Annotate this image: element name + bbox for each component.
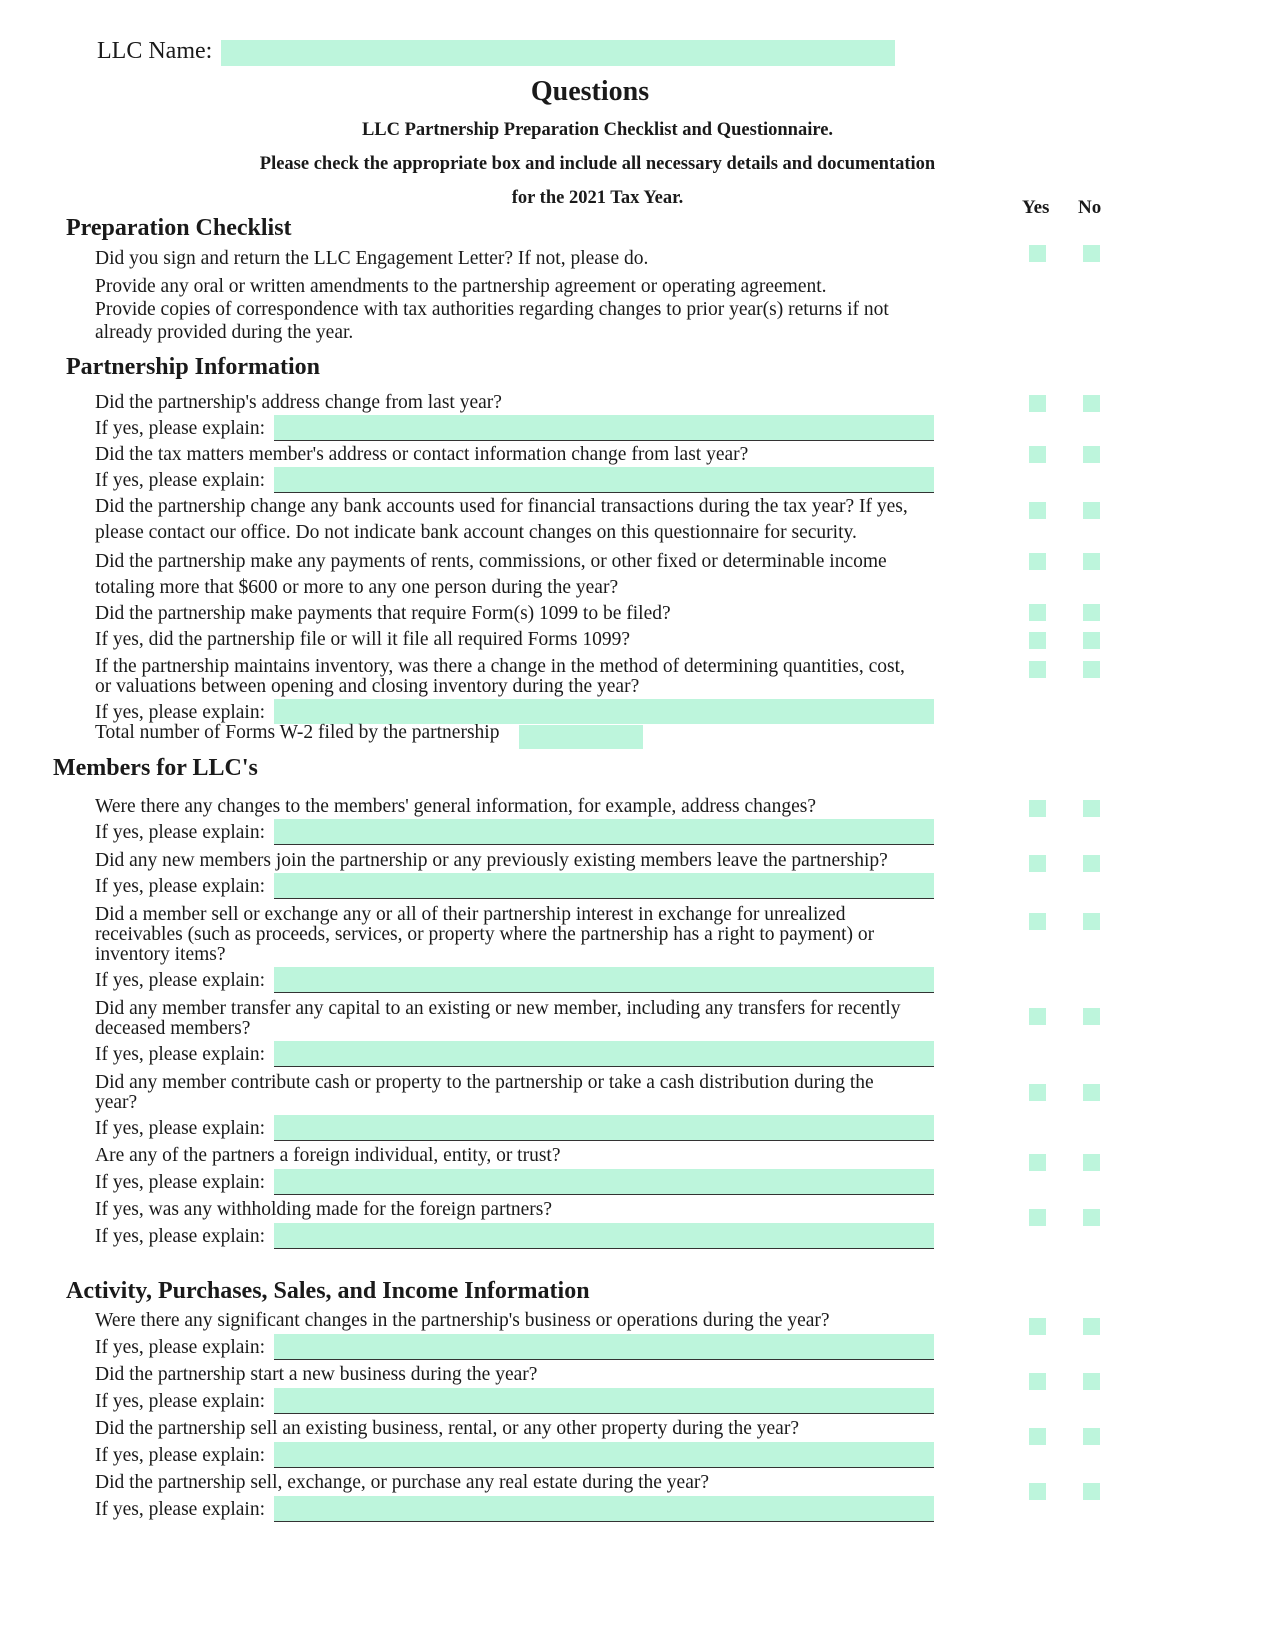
explain-label: If yes, please explain: — [95, 970, 266, 991]
partnership-question-5: Did the partnership make payments that require Form(s) 1099 to be filed? — [95, 603, 671, 624]
partnership-q1-yes-checkbox[interactable] — [1029, 395, 1046, 412]
activity-q3-explain-input[interactable] — [274, 1442, 934, 1468]
prep-q1-yes-checkbox[interactable] — [1029, 245, 1046, 262]
explain-label: If yes, please explain: — [95, 702, 266, 723]
members-question-6: Are any of the partners a foreign individual, entity, or trust? — [95, 1145, 561, 1166]
section-partnership-information: Partnership Information — [66, 354, 320, 380]
section-members: Members for LLC's — [53, 755, 258, 781]
members-q1-no-checkbox[interactable] — [1083, 800, 1100, 817]
members-q3-yes-checkbox[interactable] — [1029, 913, 1046, 930]
w2-count-label: Total number of Forms W-2 filed by the partnership — [95, 722, 500, 743]
partnership-q4-yes-checkbox[interactable] — [1029, 553, 1046, 570]
members-question-3-line2: receivables (such as proceeds, services, or property where the partnership has a right to payment) or — [95, 924, 875, 945]
partnership-question-2: Did the tax matters member's address or contact information change from last year? — [95, 444, 749, 465]
partnership-q2-explain-input[interactable] — [274, 467, 934, 493]
explain-label: If yes, please explain: — [95, 1391, 266, 1412]
partnership-q6-yes-checkbox[interactable] — [1029, 632, 1046, 649]
members-q4-no-checkbox[interactable] — [1083, 1008, 1100, 1025]
members-question-1: Were there any changes to the members' general information, for example, address changes? — [95, 796, 816, 817]
activity-q2-no-checkbox[interactable] — [1083, 1373, 1100, 1390]
partnership-question-3-line2: please contact our office. Do not indicate bank account changes on this questionnaire for security. — [95, 522, 857, 543]
partnership-q3-no-checkbox[interactable] — [1083, 502, 1100, 519]
members-q5-yes-checkbox[interactable] — [1029, 1084, 1046, 1101]
partnership-question-1: Did the partnership's address change from last year? — [95, 392, 502, 413]
members-question-4-line2: deceased members? — [95, 1018, 251, 1039]
members-q6-explain-input[interactable] — [274, 1169, 934, 1195]
members-question-5-line1: Did any member contribute cash or property to the partnership or take a cash distribution during the — [95, 1072, 874, 1093]
llc-name-label: LLC Name: — [97, 38, 213, 64]
members-q5-no-checkbox[interactable] — [1083, 1084, 1100, 1101]
partnership-q3-yes-checkbox[interactable] — [1029, 502, 1046, 519]
explain-label: If yes, please explain: — [95, 1499, 266, 1520]
partnership-q5-no-checkbox[interactable] — [1083, 604, 1100, 621]
partnership-question-6: If yes, did the partnership file or will it file all required Forms 1099? — [95, 629, 631, 650]
members-q4-yes-checkbox[interactable] — [1029, 1008, 1046, 1025]
activity-q1-no-checkbox[interactable] — [1083, 1318, 1100, 1335]
explain-label: If yes, please explain: — [95, 876, 266, 897]
explain-label: If yes, please explain: — [95, 1172, 266, 1193]
activity-q4-yes-checkbox[interactable] — [1029, 1483, 1046, 1500]
prep-q1-no-checkbox[interactable] — [1083, 245, 1100, 262]
members-q2-explain-input[interactable] — [274, 873, 934, 899]
activity-question-1: Were there any significant changes in the partnership's business or operations during the year? — [95, 1310, 830, 1331]
explain-label: If yes, please explain: — [95, 418, 266, 439]
partnership-q5-yes-checkbox[interactable] — [1029, 604, 1046, 621]
llc-name-input[interactable] — [221, 40, 895, 66]
partnership-q2-yes-checkbox[interactable] — [1029, 446, 1046, 463]
activity-question-2: Did the partnership start a new business during the year? — [95, 1364, 538, 1385]
w2-count-input[interactable] — [519, 725, 643, 749]
activity-q1-explain-input[interactable] — [274, 1334, 934, 1360]
activity-q4-explain-input[interactable] — [274, 1496, 934, 1522]
members-q6-yes-checkbox[interactable] — [1029, 1154, 1046, 1171]
partnership-q7-explain-input[interactable] — [274, 699, 934, 724]
members-q5-explain-input[interactable] — [274, 1115, 934, 1141]
partnership-q1-explain-input[interactable] — [274, 415, 934, 441]
explain-label: If yes, please explain: — [95, 470, 266, 491]
members-q4-explain-input[interactable] — [274, 1041, 934, 1067]
partnership-q2-no-checkbox[interactable] — [1083, 446, 1100, 463]
members-q3-explain-input[interactable] — [274, 967, 934, 993]
subtitle-3: for the 2021 Tax Year. — [511, 188, 684, 208]
partnership-question-7-line2: or valuations between opening and closing inventory during the year? — [95, 676, 640, 697]
partnership-question-4-line1: Did the partnership make any payments of rents, commissions, or other fixed or determinable income — [95, 551, 887, 572]
subtitle-2: Please check the appropriate box and include all necessary details and documentation — [259, 154, 936, 174]
prep-question-3-line2: already provided during the year. — [95, 322, 354, 343]
members-question-2: Did any new members join the partnership or any previously existing members leave the partnership? — [95, 850, 888, 871]
members-q6-no-checkbox[interactable] — [1083, 1154, 1100, 1171]
members-question-3-line3: inventory items? — [95, 944, 226, 965]
partnership-q4-no-checkbox[interactable] — [1083, 553, 1100, 570]
activity-question-4: Did the partnership sell, exchange, or purchase any real estate during the year? — [95, 1472, 709, 1493]
activity-q3-yes-checkbox[interactable] — [1029, 1428, 1046, 1445]
partnership-q6-no-checkbox[interactable] — [1083, 632, 1100, 649]
explain-label: If yes, please explain: — [95, 1337, 266, 1358]
members-question-7: If yes, was any withholding made for the foreign partners? — [95, 1199, 553, 1220]
explain-label: If yes, please explain: — [95, 1118, 266, 1139]
partnership-q7-no-checkbox[interactable] — [1083, 661, 1100, 678]
members-question-3-line1: Did a member sell or exchange any or all of their partnership interest in exchange for unrealized — [95, 904, 846, 925]
members-question-4-line1: Did any member transfer any capital to an existing or new member, including any transfers for recently — [95, 998, 901, 1019]
explain-label: If yes, please explain: — [95, 1226, 266, 1247]
partnership-question-3-line1: Did the partnership change any bank accounts used for financial transactions during the tax year? If yes, — [95, 496, 908, 517]
activity-q3-no-checkbox[interactable] — [1083, 1428, 1100, 1445]
members-q2-no-checkbox[interactable] — [1083, 855, 1100, 872]
page-title: Questions — [530, 76, 650, 107]
members-q2-yes-checkbox[interactable] — [1029, 855, 1046, 872]
activity-q4-no-checkbox[interactable] — [1083, 1483, 1100, 1500]
yes-column-header: Yes — [1022, 197, 1050, 218]
prep-question-3-line1: Provide copies of correspondence with tax authorities regarding changes to prior year(s) returns if not — [95, 299, 889, 320]
activity-q1-yes-checkbox[interactable] — [1029, 1318, 1046, 1335]
subtitle-1: LLC Partnership Preparation Checklist and Questionnaire. — [361, 120, 834, 140]
no-column-header: No — [1078, 197, 1102, 218]
activity-question-3: Did the partnership sell an existing business, rental, or any other property during the year? — [95, 1418, 799, 1439]
members-q3-no-checkbox[interactable] — [1083, 913, 1100, 930]
prep-question-2: Provide any oral or written amendments to the partnership agreement or operating agreement. — [95, 276, 827, 297]
section-preparation-checklist: Preparation Checklist — [66, 215, 292, 241]
members-q7-yes-checkbox[interactable] — [1029, 1209, 1046, 1226]
partnership-question-4-line2: totaling more that $600 or more to any one person during the year? — [95, 577, 619, 598]
members-question-5-line2: year? — [95, 1092, 138, 1113]
members-q7-explain-input[interactable] — [274, 1223, 934, 1249]
activity-q2-explain-input[interactable] — [274, 1388, 934, 1414]
activity-q2-yes-checkbox[interactable] — [1029, 1373, 1046, 1390]
members-q1-yes-checkbox[interactable] — [1029, 800, 1046, 817]
explain-label: If yes, please explain: — [95, 1044, 266, 1065]
prep-question-1: Did you sign and return the LLC Engagement Letter? If not, please do. — [95, 248, 649, 269]
section-activity: Activity, Purchases, Sales, and Income Information — [66, 1278, 590, 1304]
explain-label: If yes, please explain: — [95, 1445, 266, 1466]
members-q1-explain-input[interactable] — [274, 819, 934, 845]
partnership-q7-yes-checkbox[interactable] — [1029, 661, 1046, 678]
members-q7-no-checkbox[interactable] — [1083, 1209, 1100, 1226]
partnership-q1-no-checkbox[interactable] — [1083, 395, 1100, 412]
partnership-question-7-line1: If the partnership maintains inventory, was there a change in the method of determining quantities, cost, — [95, 656, 905, 677]
explain-label: If yes, please explain: — [95, 822, 266, 843]
